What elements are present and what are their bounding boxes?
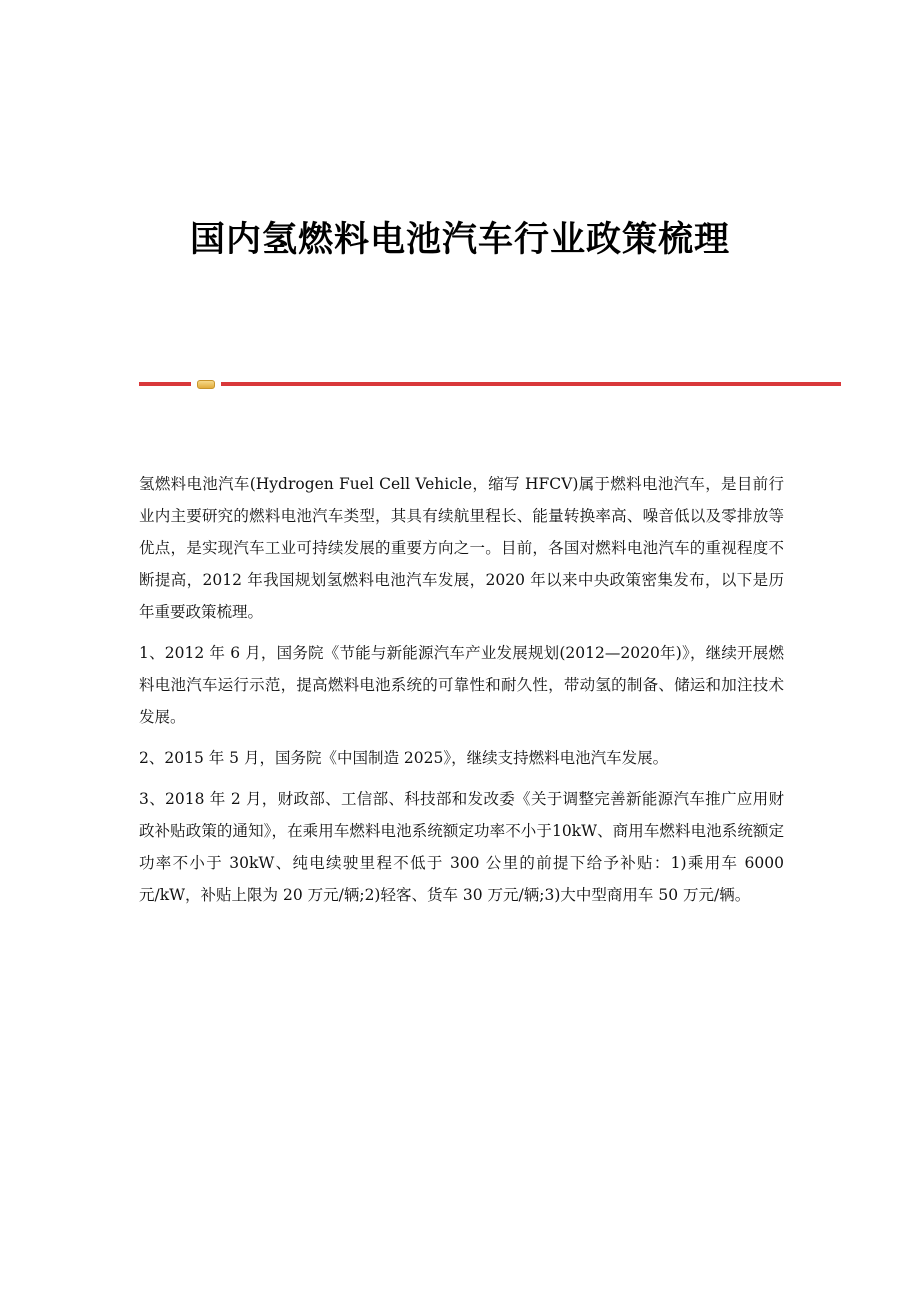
policy-item-3: 3、2018 年 2 月，财政部、工信部、科技部和发改委《关于调整完善新能源汽车推广应用财政补贴政策的通知》，在乘用车燃料电池系统额定功率不小于10kW、商用车燃料电池系统额定功率不小于 30kW、纯电续驶里程不低于 300 公里的前提下给予补贴：1)乘用车 6000 元/kW，补贴上限为 20 万元/辆;2)轻客、货车 30 万元/辆;3)大中型商用车 50 万元/辆。 — [139, 790, 784, 904]
title-divider — [139, 378, 841, 392]
divider-bar-left — [139, 382, 191, 386]
document-title: 国内氢燃料电池汽车行业政策梳理 — [189, 220, 730, 260]
policy-item-2: 2、2015 年 5 月，国务院《中国制造 2025》，继续支持燃料电池汽车发展。 — [139, 749, 669, 767]
policy-item-1: 1、2012 年 6 月，国务院《节能与新能源汽车产业发展规划(2012—2020年)》，继续开展燃料电池汽车运行示范，提高燃料电池系统的可靠性和耐久性，带动氢的制备、储运和加注技术发展。 — [139, 644, 784, 726]
divider-ornament-icon — [197, 380, 215, 389]
intro-paragraph: 氢燃料电池汽车(Hydrogen Fuel Cell Vehicle，缩写 HFCV)属于燃料电池汽车，是目前行业内主要研究的燃料电池汽车类型，其具有续航里程长、能量转换率高、噪音低以及零排放等优点，是实现汽车工业可持续发展的重要方向之一。目前，各国对燃料电池汽车的重视程度不断提高，2012 年我国规划氢燃料电池汽车发展，2020 年以来中央政策密集发布，以下是历年重要政策梳理。 — [139, 475, 784, 621]
document-body — [139, 468, 784, 911]
divider-bar-right — [221, 382, 841, 386]
